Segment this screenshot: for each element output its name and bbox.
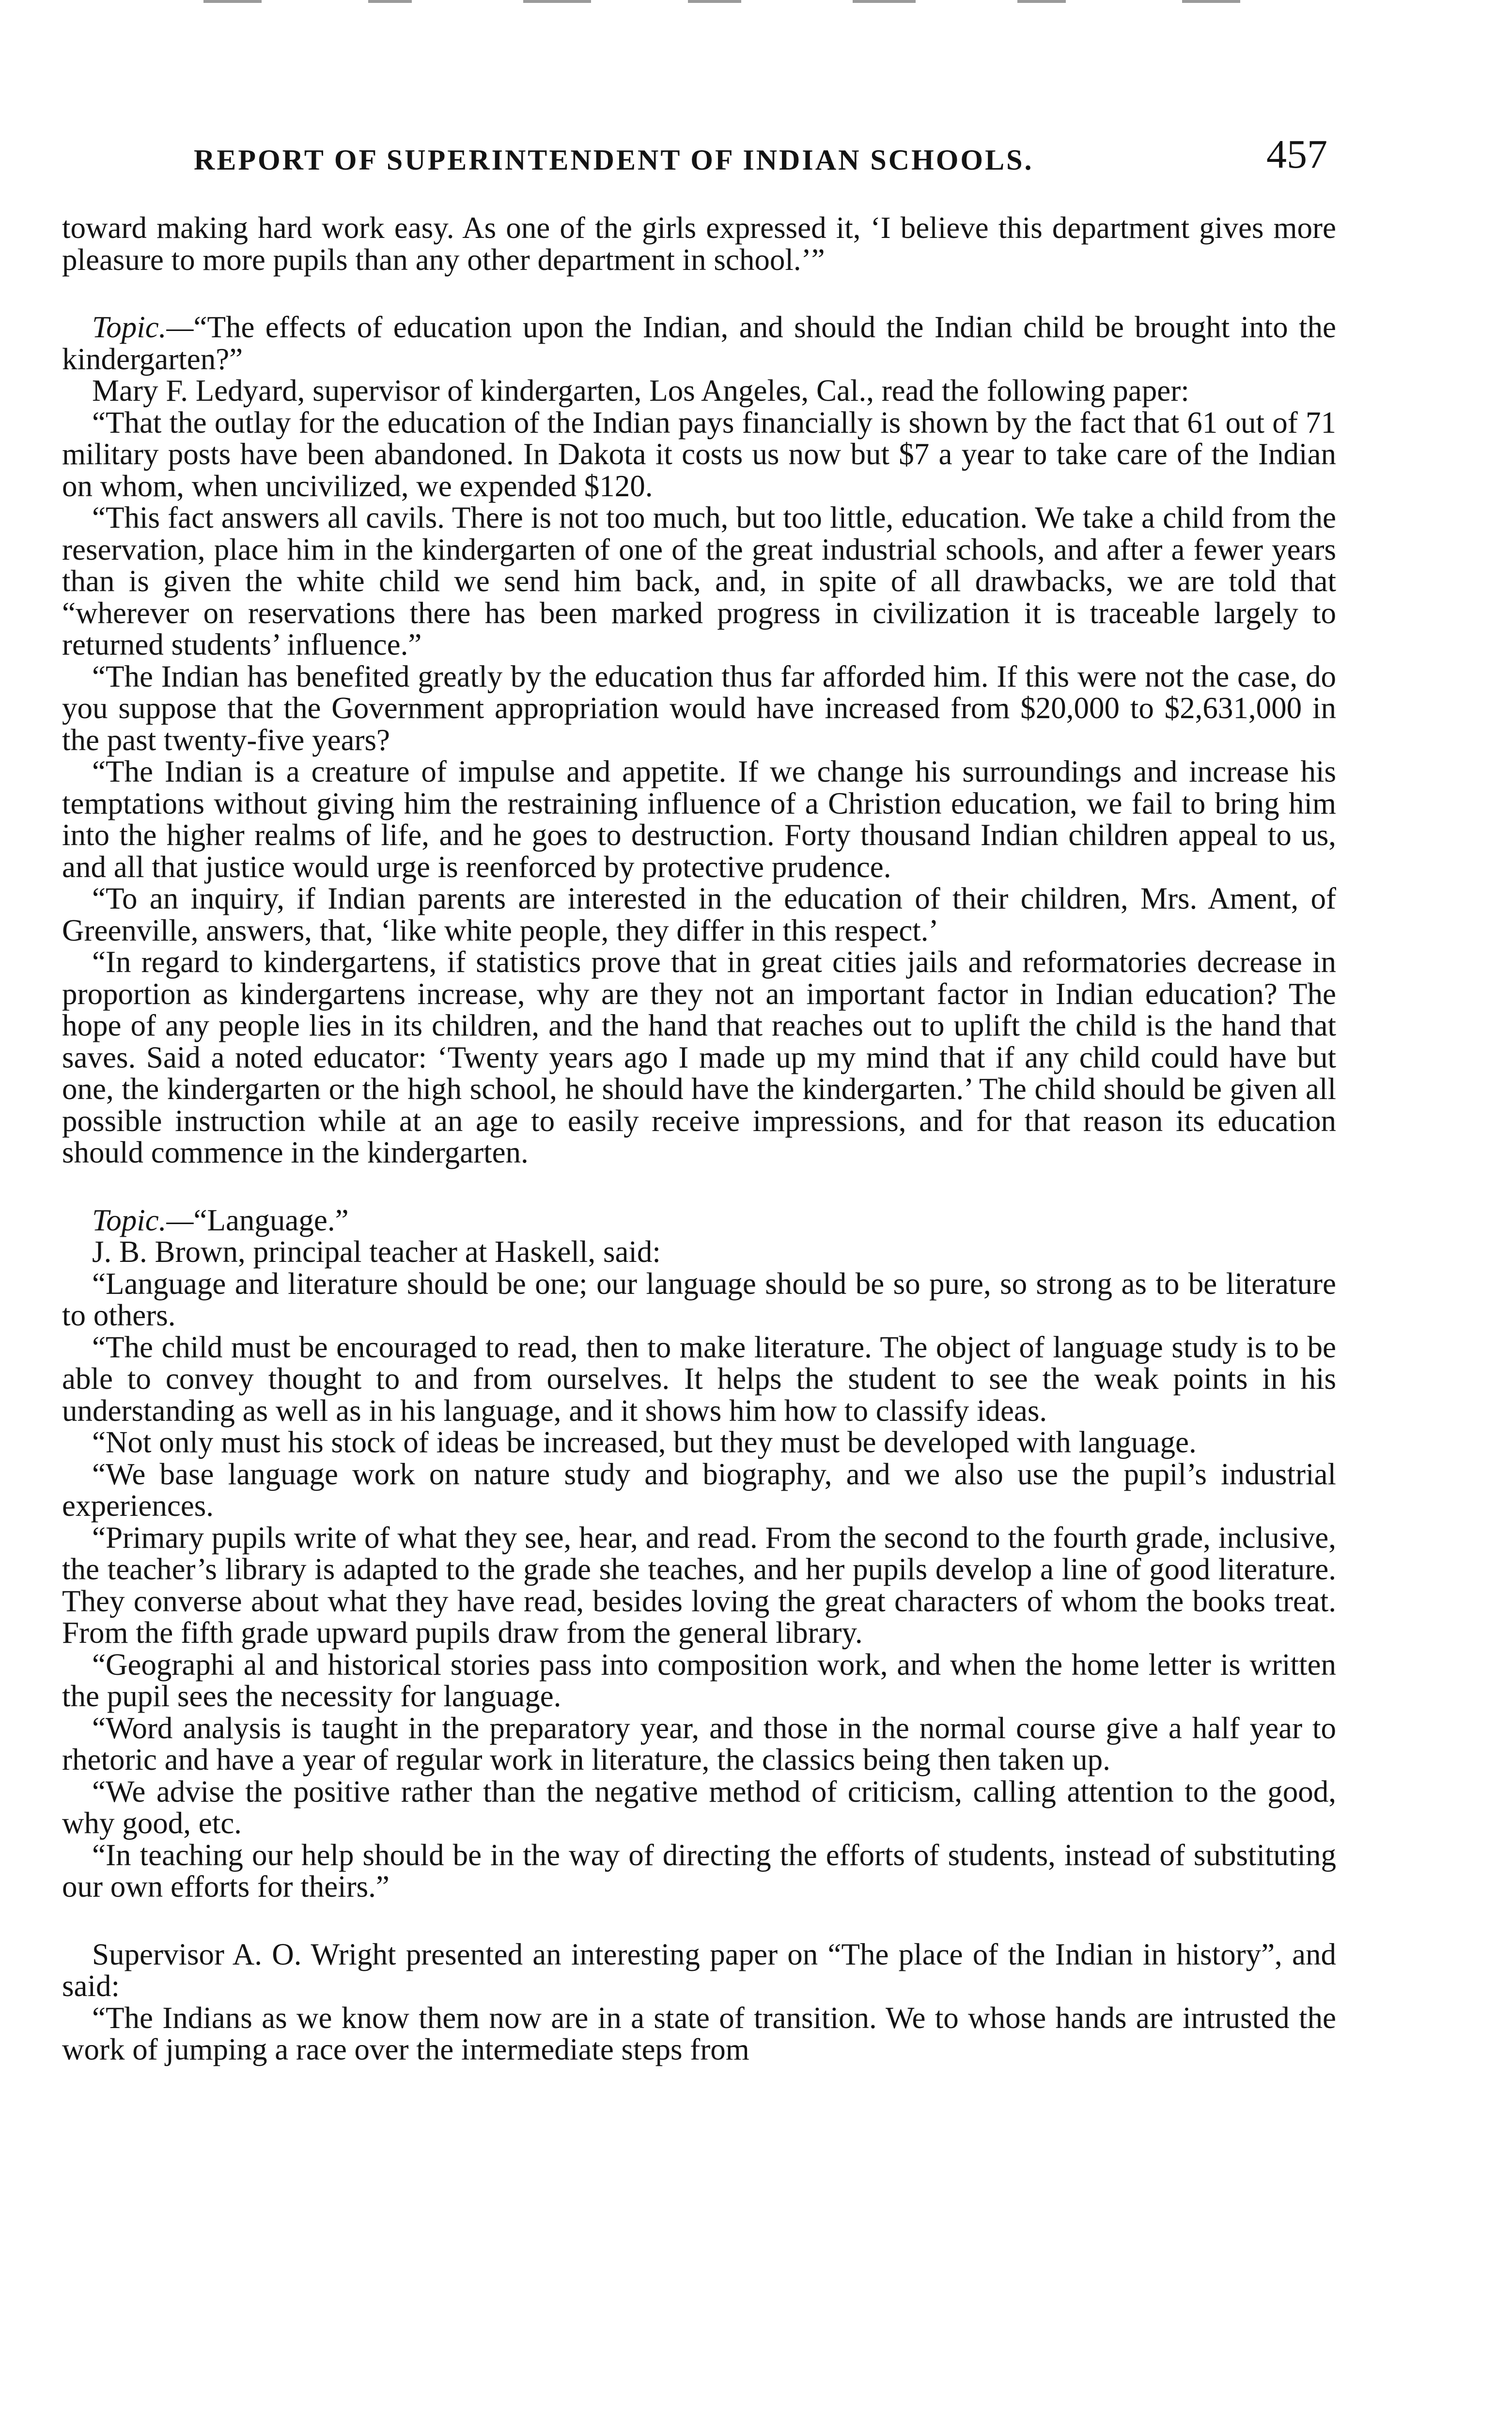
- paragraph: “To an inquiry, if Indian parents are interested in the education of their children, Mrs. Ament, of Greenville, answers, that, ‘like white people, they differ in this respect.’: [62, 881, 1336, 947]
- paragraph: “The child must be encouraged to read, then to make literature. The object of language study is to be able to convey thought to and from ourselves. It helps the student to see the weak points in his understanding as well as in his language, and it shows him how to classify ideas.: [62, 1330, 1336, 1428]
- paragraph: “We base language work on nature study and biography, and we also use the pupil’s industrial experiences.: [62, 1457, 1336, 1523]
- topic-label: Topic.—: [92, 1203, 194, 1237]
- body-text: [62, 212, 1336, 2066]
- topic-text: “The effects of education upon the Indian, and should the Indian child be brought into the kindergarten?”: [62, 310, 1336, 376]
- topic-paragraph: [62, 312, 1336, 375]
- paragraph: “In regard to kindergartens, if statistics prove that in great cities jails and reformatories decrease in proportion as kindergartens increase, why are they not an important factor in Indian education? The hope of any people lies in its children, and the hand that reaches out to uplift the child is the hand that saves. Said a noted educator: ‘Twenty years ago I made up my mind that if any child could have but one, the kindergarten or the high school, he should have the kindergarten.’ The child should be given all possible instruction while at an age to easily receive impressions, and for that reason its education should commence in the kindergarten.: [62, 945, 1336, 1169]
- paragraph: “Word analysis is taught in the preparatory year, and those in the normal course give a half year to rhetoric and have a year of regular work in literature, the classics being then taken up.: [62, 1711, 1336, 1777]
- paragraph: Supervisor A. O. Wright presented an interesting paper on “The place of the Indian in history”, and said:: [62, 1937, 1336, 2003]
- paragraph: “Not only must his stock of ideas be increased, but they must be developed with language.: [92, 1425, 1197, 1459]
- paragraph: “The Indian has benefited greatly by the education thus far afforded him. If this were not the case, do you suppose that the Government appropriation would have increased from $20,000 to $2,631,000 in the past twenty-five years?: [62, 659, 1336, 757]
- paragraph: “In teaching our help should be in the way of directing the efforts of students, instead of substituting our own efforts for theirs.”: [62, 1838, 1336, 1904]
- paragraph: “The Indians as we know them now are in a state of transition. We to whose hands are intrusted the work of jumping a race over the intermediate steps from: [62, 2000, 1336, 2066]
- topic-paragraph: [62, 1205, 1336, 1237]
- running-head: REPORT OF SUPERINTENDENT OF INDIAN SCHOOLS.: [194, 144, 1034, 176]
- paragraph: “The Indian is a creature of impulse and appetite. If we change his surroundings and increase his temptations without giving him the restraining influence of a Christion education, we fail to bring him into the higher realms of life, and he goes to destruction. Forty thousand Indian children appeal to us, and all that justice would urge is reenforced by protective prudence.: [62, 755, 1336, 884]
- paragraph: Mary F. Ledyard, supervisor of kindergarten, Los Angeles, Cal., read the following paper:: [92, 374, 1189, 408]
- paragraph: “Primary pupils write of what they see, hear, and read. From the second to the fourth grade, inclusive, the teacher’s library is adapted to the grade she teaches, and her pupils develop a line of good literature. They converse about what they have read, besides loving the great characters of whom the books treat. From the fifth grade upward pupils draw from the general library.: [62, 1520, 1336, 1650]
- paragraph: “This fact answers all cavils. There is not too much, but too little, education. We take a child from the reservation, place him in the kindergarten of one of the great industrial schools, and after a fewer years than is given the white child we send him back, and, in spite of all drawbacks, we are told that “wherever on reservations there has been marked progress in civilization it is traceable largely to returned students’ influence.”: [62, 501, 1336, 661]
- paragraph: toward making hard work easy. As one of the girls expressed it, ‘I believe this department gives more pleasure to more pupils than any other department in school.’”: [62, 211, 1336, 277]
- topic-label: Topic.—: [92, 310, 194, 344]
- topic-text: “Language.”: [193, 1203, 349, 1237]
- page-number: 457: [1266, 132, 1327, 177]
- top-edge-marks: [0, 0, 1512, 5]
- paragraph: “Language and literature should be one; our language should be so pure, so strong as to be literature to others.: [62, 1266, 1336, 1332]
- paragraph: “That the outlay for the education of the Indian pays financially is shown by the fact that 61 out of 71 military posts have been abandoned. In Dakota it costs us now but $7 a year to take care of the Indian on whom, when uncivilized, we expended $120.: [62, 405, 1336, 503]
- paragraph: “Geographi al and historical stories pass into composition work, and when the home letter is written the pupil sees the necessity for language.: [62, 1647, 1336, 1713]
- paragraph: “We advise the positive rather than the negative method of criticism, calling attention to the good, why good, etc.: [62, 1774, 1336, 1840]
- paragraph: J. B. Brown, principal teacher at Haskell, said:: [92, 1235, 661, 1269]
- page-header: [194, 131, 1327, 189]
